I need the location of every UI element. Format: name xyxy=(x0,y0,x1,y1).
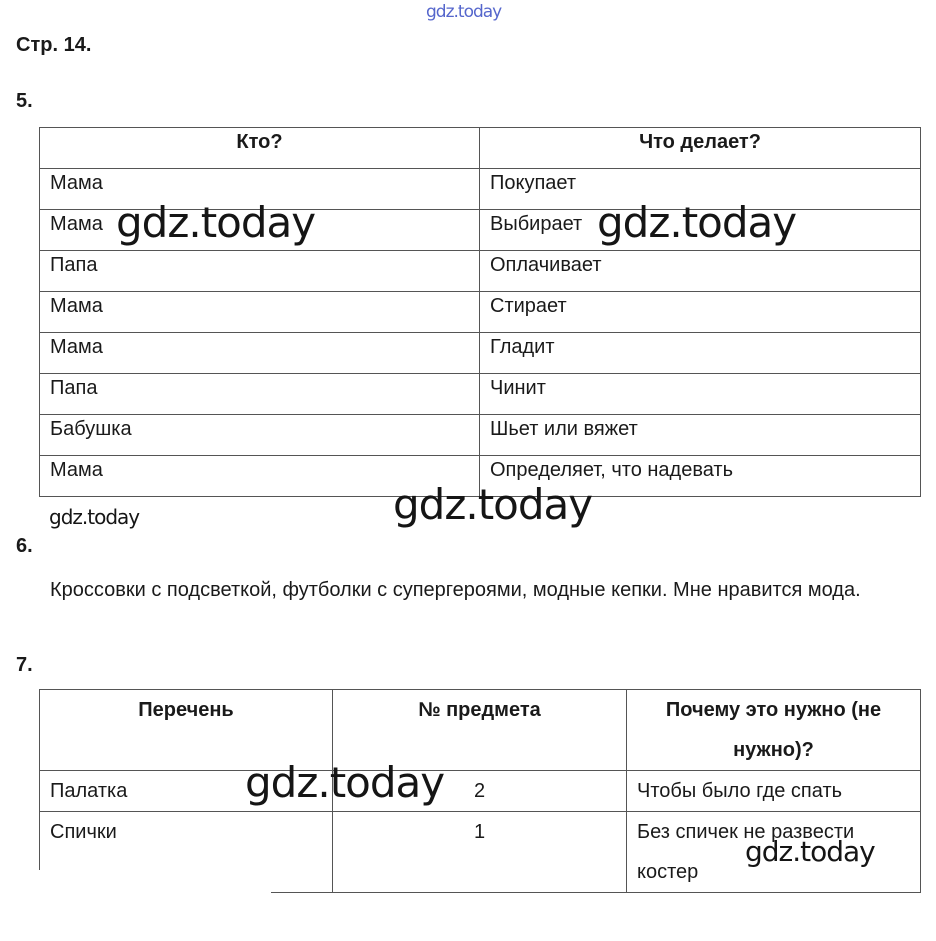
table-row xyxy=(40,415,921,456)
cell-who: Папа xyxy=(40,251,480,292)
cell-who: Мама xyxy=(40,292,480,333)
table-header-row xyxy=(40,128,921,169)
cell-reason: Чтобы было где спать xyxy=(627,771,921,812)
watermark: gdz.today xyxy=(116,198,316,247)
table-row xyxy=(40,374,921,415)
cell-action: Оплачивает xyxy=(480,251,921,292)
watermark: gdz.today xyxy=(745,835,875,868)
header-who: Кто? xyxy=(40,128,480,169)
cell-action: Стирает xyxy=(480,292,921,333)
task-5-table xyxy=(39,127,921,497)
task-6-answer: Кроссовки с подсветкой, футболки с супергероями, модные кепки. Мне нравится мода. xyxy=(50,579,861,601)
cell-action: Определяет, что надевать xyxy=(480,456,921,497)
crop-mask xyxy=(30,870,271,900)
cell-who: Мама xyxy=(40,169,480,210)
watermark-top: gdz.today xyxy=(426,2,502,22)
header-reason: Почему это нужно (не нужно)? xyxy=(627,690,921,771)
cell-who: Мама xyxy=(40,456,480,497)
watermark: gdz.today xyxy=(49,505,140,529)
task-5-number: 5. xyxy=(16,90,33,112)
task-7-number: 7. xyxy=(16,654,33,676)
cell-action: Покупает xyxy=(480,169,921,210)
watermark: gdz.today xyxy=(597,198,797,247)
cell-reason: Без спичек не развести костер xyxy=(627,812,921,893)
table-header-row xyxy=(40,690,921,771)
cell-who: Мама xyxy=(40,333,480,374)
watermark: gdz.today xyxy=(245,758,445,807)
cell-who: Мама xyxy=(40,210,480,251)
cell-number: 2 xyxy=(333,771,627,812)
cell-action: Шьет или вяжет xyxy=(480,415,921,456)
cell-item: Спички xyxy=(40,812,333,893)
cell-who: Бабушка xyxy=(40,415,480,456)
page-label: Стр. 14. xyxy=(16,34,92,56)
header-item-number: № предмета xyxy=(333,690,627,771)
header-list: Перечень xyxy=(40,690,333,771)
cell-number: 1 xyxy=(333,812,627,893)
cell-action: Выбирает xyxy=(480,210,921,251)
watermark: gdz.today xyxy=(393,480,593,529)
table-row xyxy=(40,771,921,812)
cell-action: Чинит xyxy=(480,374,921,415)
header-what: Что делает? xyxy=(480,128,921,169)
task-6-number: 6. xyxy=(16,535,33,557)
cell-item: Палатка xyxy=(40,771,333,812)
table-row xyxy=(40,251,921,292)
table-row xyxy=(40,333,921,374)
table-row xyxy=(40,292,921,333)
cell-action: Гладит xyxy=(480,333,921,374)
cell-who: Папа xyxy=(40,374,480,415)
